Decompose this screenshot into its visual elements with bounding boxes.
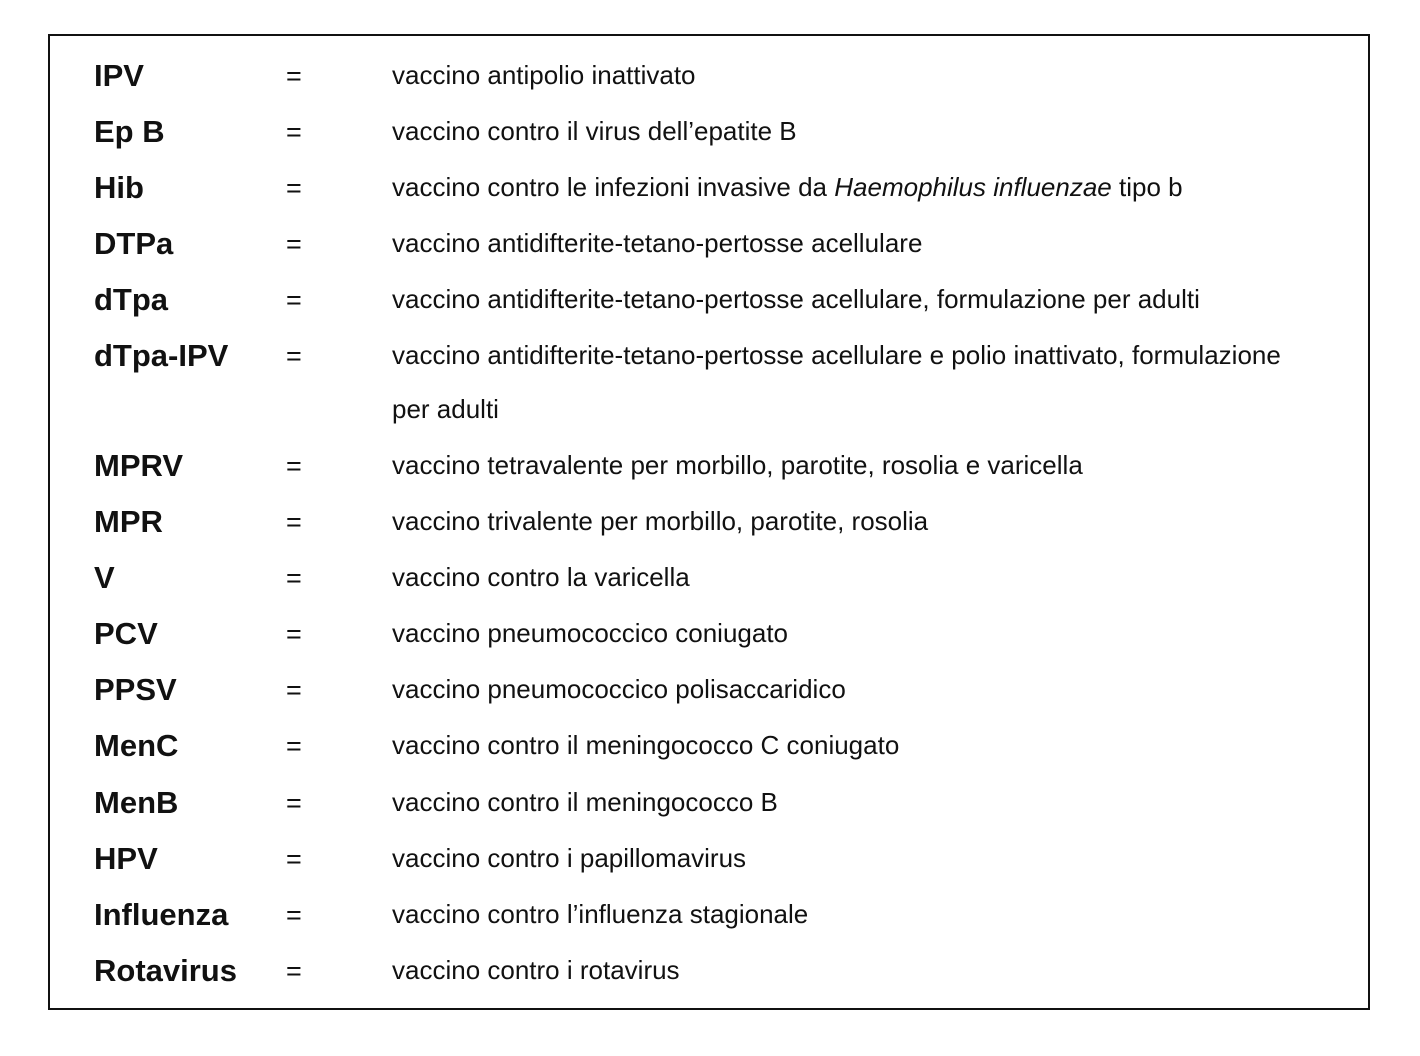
entry-equals: =: [286, 788, 302, 818]
entry-equals: =: [286, 285, 302, 315]
entry-abbreviation: HPV: [94, 841, 158, 876]
entry-abbreviation: IPV: [94, 58, 144, 93]
entry-description: vaccino antidifterite-tetano-pertosse acellulare e polio inattivato, formulazione per adulti: [392, 340, 1281, 424]
entry-equals: =: [286, 61, 302, 91]
entry-equals: =: [286, 731, 302, 761]
description-italic-term: Haemophilus influenzae: [834, 172, 1112, 202]
entry-abbreviation: Hib: [94, 170, 144, 205]
entry-description: vaccino contro il meningococco B: [392, 787, 778, 817]
entry-description: vaccino contro il virus dell’epatite B: [392, 116, 797, 146]
entry-abbreviation: DTPa: [94, 226, 174, 261]
entry-equals: =: [286, 563, 302, 593]
entry-equals: =: [286, 844, 302, 874]
entry-description: vaccino contro il meningococco C coniugato: [392, 730, 900, 760]
description-text: vaccino contro le infezioni invasive da: [392, 172, 835, 202]
entry-abbreviation: Rotavirus: [94, 953, 237, 988]
entry-abbreviation: PPSV: [94, 672, 177, 707]
entry-abbreviation: Influenza: [94, 897, 229, 932]
description-text: tipo b: [1111, 172, 1183, 202]
entry-description: vaccino antipolio inattivato: [392, 60, 696, 90]
entry-abbreviation: PCV: [94, 616, 158, 651]
entry-description: vaccino trivalente per morbillo, parotite, rosolia: [392, 506, 929, 536]
entry-abbreviation: Ep B: [94, 114, 165, 149]
entry-description: vaccino antidifterite-tetano-pertosse acellulare: [392, 228, 923, 258]
entry-description: vaccino contro i rotavirus: [392, 955, 680, 985]
entry-equals: =: [286, 956, 302, 986]
entry-description: vaccino pneumococcico coniugato: [392, 618, 789, 648]
entry-equals: =: [286, 341, 302, 371]
entry-description: vaccino tetravalente per morbillo, parotite, rosolia e varicella: [392, 450, 1083, 480]
entry-equals: =: [286, 229, 302, 259]
entry-equals: =: [286, 900, 302, 930]
entry-abbreviation: MPRV: [94, 448, 184, 483]
entry-equals: =: [286, 117, 302, 147]
entry-description: [392, 160, 1352, 214]
entry-abbreviation: MenB: [94, 785, 179, 820]
entry-abbreviation: V: [94, 560, 115, 595]
entry-equals: =: [286, 675, 302, 705]
abbreviation-list: [50, 36, 1368, 1008]
entry-description: vaccino contro l’influenza stagionale: [392, 899, 809, 929]
entry-description: vaccino antidifterite-tetano-pertosse acellulare, formulazione per adulti: [392, 284, 1200, 314]
entry-abbreviation: MenC: [94, 728, 179, 763]
entry-abbreviation: dTpa-IPV: [94, 338, 229, 373]
entry-description: vaccino contro la varicella: [392, 562, 690, 592]
entry-equals: =: [286, 451, 302, 481]
entry-description: vaccino pneumococcico polisaccaridico: [392, 674, 846, 704]
entry-description: vaccino contro i papillomavirus: [392, 843, 747, 873]
entry-equals: =: [286, 619, 302, 649]
entry-abbreviation: dTpa: [94, 282, 169, 317]
abbreviation-legend-box: [48, 34, 1370, 1010]
entry-abbreviation: MPR: [94, 504, 163, 539]
entry-equals: =: [286, 173, 302, 203]
entry-equals: =: [286, 507, 302, 537]
